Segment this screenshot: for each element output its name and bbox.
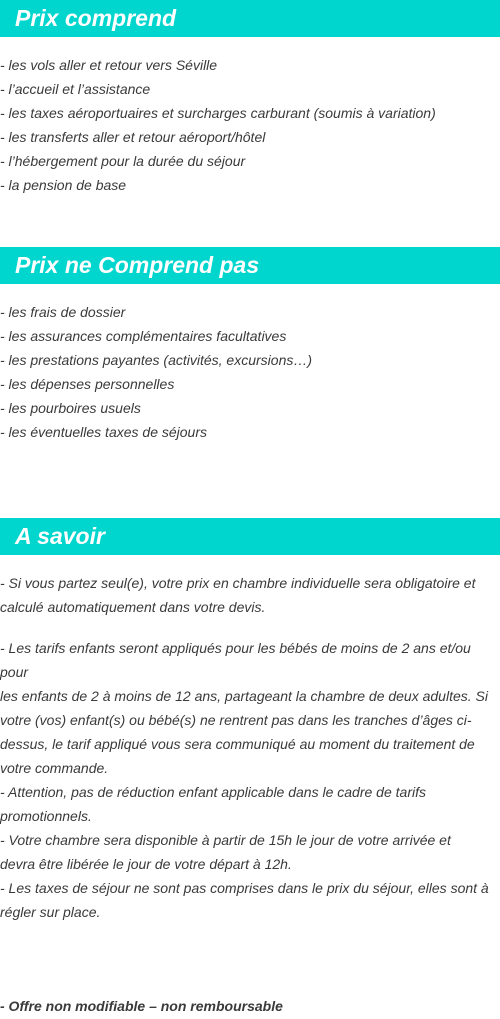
list-item: - la pension de base <box>0 177 127 193</box>
list-item: - les prestations payantes (activités, excursions…) <box>0 352 313 368</box>
paragraph-line: votre (vos) enfant(s) ou bébé(s) ne rentrent pas dans les tranches d’âges ci- <box>0 712 472 728</box>
list-item: - l’accueil et l’assistance <box>0 81 151 97</box>
list-item: - les taxes aéroportuaires et surcharges carburant (soumis à variation) <box>0 105 436 121</box>
excludes-header-bar <box>0 247 500 284</box>
includes-title: Prix comprend <box>15 5 177 31</box>
paragraph-line: votre commande. <box>0 760 109 776</box>
list-item: - l’hébergement pour la durée du séjour <box>0 153 246 169</box>
paragraph-line: - Attention, pas de réduction enfant applicable dans le cadre de tarifs <box>0 784 426 800</box>
list-item: - les pourboires usuels <box>0 400 141 416</box>
paragraph-line: - Les tarifs enfants seront appliqués pour les bébés de moins de 2 ans et/ou pour <box>0 640 471 680</box>
list-item: - les transferts aller et retour aéroport/hôtel <box>0 129 266 145</box>
includes-list <box>0 53 500 197</box>
paragraph-line: - Les taxes de séjour ne sont pas comprises dans le prix du séjour, elles sont à <box>0 880 489 896</box>
list-item: - les vols aller et retour vers Séville <box>0 57 218 73</box>
paragraph-line: - Si vous partez seul(e), votre prix en chambre individuelle sera obligatoire et <box>0 575 476 591</box>
info-paragraph-solo <box>0 571 500 619</box>
includes-header-bar <box>0 0 500 37</box>
paragraph-line: - Votre chambre sera disponible à partir de 15h le jour de votre arrivée et <box>0 832 451 848</box>
paragraph-line: devra être libérée le jour de votre départ à 12h. <box>0 856 292 872</box>
list-item: - les dépenses personnelles <box>0 376 175 392</box>
info-header-bar <box>0 518 500 555</box>
offer-conditions-note: - Offre non modifiable – non remboursable <box>0 998 283 1014</box>
paragraph-line: calculé automatiquement dans votre devis. <box>0 599 266 615</box>
info-paragraph-conditions <box>0 636 500 924</box>
excludes-list <box>0 300 500 444</box>
list-item: - les frais de dossier <box>0 304 126 320</box>
paragraph-line: promotionnels. <box>0 808 92 824</box>
paragraph-line: dessus, le tarif appliqué vous sera communiqué au moment du traitement de <box>0 736 475 752</box>
list-item: - les assurances complémentaires facultatives <box>0 328 287 344</box>
paragraph-line: régler sur place. <box>0 904 101 920</box>
paragraph-line: les enfants de 2 à moins de 12 ans, partageant la chambre de deux adultes. Si <box>0 688 488 704</box>
info-title: A savoir <box>15 523 105 549</box>
list-item: - les éventuelles taxes de séjours <box>0 424 207 440</box>
excludes-title: Prix ne Comprend pas <box>15 252 260 278</box>
